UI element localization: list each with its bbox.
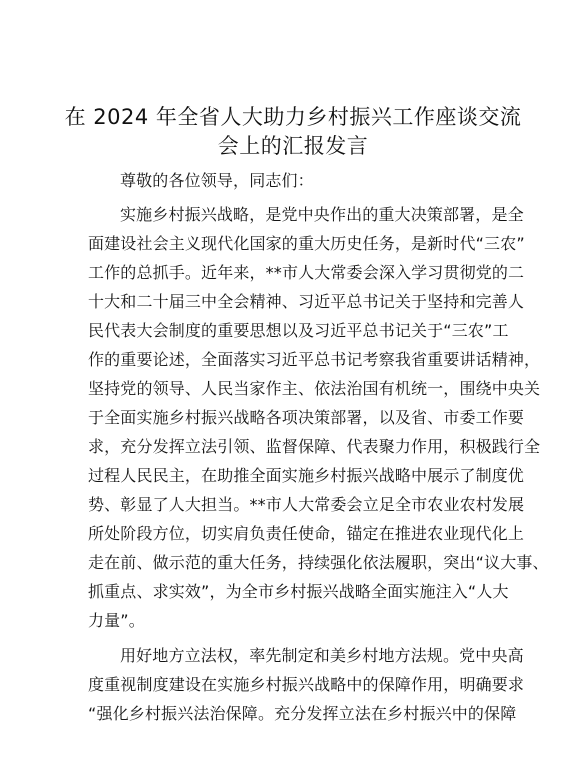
paragraph-1-line-12: 所处阶段方位，切实肩负责任使命，锚定在推进农业现代化上	[88, 524, 525, 543]
paragraph-2-line-2: 度重视制度建设在实施乡村振兴战略中的保障作用，明确要求	[88, 675, 525, 694]
paragraph-1-line-7: 坚持党的领导、人民当家作主、依法治国有机统一，围绕中央关	[88, 379, 541, 398]
document-title-line-1: 在 2024 年全省人大助力乡村振兴工作座谈交流	[64, 105, 522, 129]
salutation: 尊敬的各位领导，同志们：	[120, 171, 314, 190]
paragraph-1-line-9: 求，充分发挥立法引领、监督保障、代表聚力作用，积极践行全	[88, 437, 541, 456]
paragraph-1-line-1: 实施乡村振兴战略，是党中央作出的重大决策部署，是全	[120, 205, 524, 224]
document-title-line-2: 会上的汇报发言	[217, 134, 369, 158]
paragraph-1-line-3: 工作的总抓手。近年来，**市人大常委会深入学习贯彻党的二	[88, 263, 525, 282]
paragraph-1-line-6: 作的重要论述，全面落实习近平总书记考察我省重要讲话精神，	[88, 350, 541, 369]
paragraph-1-line-14: 抓重点、求实效”，为全市乡村振兴战略全面实施注入“人大	[88, 582, 509, 601]
paragraph-1-line-5: 民代表大会制度的重要思想以及习近平总书记关于“三农”工	[88, 321, 509, 340]
paragraph-1-line-15: 力量”。	[88, 611, 145, 630]
paragraph-1-line-13: 走在前、做示范的重大任务，持续强化依法履职，突出“议大事、	[88, 553, 549, 572]
paragraph-1-line-4: 十大和二十届三中全会精神、习近平总书记关于坚持和完善人	[88, 292, 525, 311]
paragraph-2-line-3: “强化乡村振兴法治保障。充分发挥立法在乡村振兴中的保障	[88, 704, 517, 723]
paragraph-1-line-11: 势、彰显了人大担当。**市人大常委会立足全市农业农村发展	[88, 495, 525, 514]
paragraph-1-line-10: 过程人民民主，在助推全面实施乡村振兴战略中展示了制度优	[88, 466, 525, 485]
paragraph-1-line-8: 于全面实施乡村振兴战略各项决策部署，以及省、市委工作要	[88, 408, 525, 427]
paragraph-1-line-2: 面建设社会主义现代化国家的重大历史任务，是新时代“三农”	[88, 234, 525, 253]
paragraph-2-line-1: 用好地方立法权，率先制定和美乡村地方法规。党中央高	[120, 646, 524, 665]
